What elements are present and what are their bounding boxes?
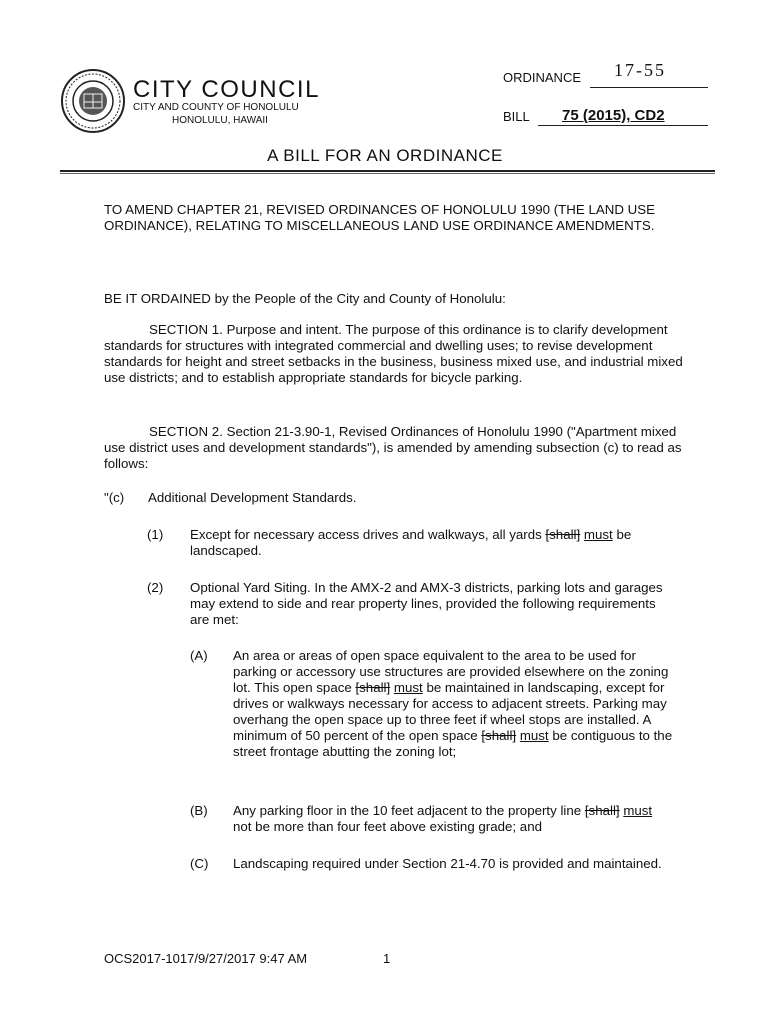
ordinance-number: 17-55 xyxy=(614,60,666,80)
item-c-mark: (C) xyxy=(190,856,209,871)
item-1-text xyxy=(190,527,674,559)
ordinance-line xyxy=(590,87,708,88)
item-2-mark: (2) xyxy=(147,580,164,595)
item-c-text: Landscaping required under Section 21-4.70 is provided and maintained. xyxy=(233,856,662,871)
item-a-text-b: be maintained in landscaping, except for drives or walkways necessary for access to adjacent streets. Parking may overhang the open space up to three feet if wheel stops are installed. A minimum of 50 percent of the open space xyxy=(233,680,667,743)
enacting-clause: BE IT ORDAINED by the People of the City and County of Honolulu: xyxy=(104,291,506,306)
item-b-text-a: Any parking floor in the 10 feet adjacent to the property line xyxy=(233,803,585,818)
item-2-text: Optional Yard Siting. In the AMX-2 and AMX-3 districts, parking lots and garages may extend to side and rear property lines, provided the following requirements are met: xyxy=(190,580,663,627)
item-b-text xyxy=(233,803,674,835)
item-1-inserted: must xyxy=(583,527,613,542)
section-2: SECTION 2. Section 21-3.90-1, Revised Ordinances of Honolulu 1990 ("Apartment mixed use district uses and development standards"), is amended by amending subsection (c) to read as follows: xyxy=(104,424,682,471)
item-1-text-a: Except for necessary access drives and walkways, all yards xyxy=(190,527,546,542)
item-1-mark: (1) xyxy=(147,527,164,542)
header-divider-thin xyxy=(60,173,715,174)
footer-reference: OCS2017-1017/9/27/2017 9:47 AM xyxy=(104,951,308,966)
subsection-heading: Additional Development Standards. xyxy=(148,490,357,505)
item-b-mark: (B) xyxy=(190,803,208,818)
item-a-deleted-2: [shall] xyxy=(481,728,517,743)
item-b-deleted: [shall] xyxy=(584,803,620,818)
item-b-inserted: must xyxy=(623,803,653,818)
bill-label: BILL xyxy=(503,109,530,124)
item-a-text-a: An area or areas of open space equivalent to the area to be used for parking or accessory use structures are provided elsewhere on the zoning lot. This open space xyxy=(233,648,669,695)
ordinance-label: ORDINANCE xyxy=(503,70,582,85)
council-subtitle-location: HONOLULU, HAWAII xyxy=(172,115,268,126)
bill-caption: TO AMEND CHAPTER 21, REVISED ORDINANCES OF HONOLULU 1990 (THE LAND USE ORDINANCE), RELATING TO MISCELLANEOUS LAND USE ORDINANCE AMENDMENTS. xyxy=(104,202,655,233)
council-title: CITY COUNCIL xyxy=(133,76,320,103)
item-1-text-b: be landscaped. xyxy=(190,527,632,558)
item-a-text-c: be contiguous to the street frontage abutting the zoning lot; xyxy=(233,728,673,759)
bill-line xyxy=(538,125,708,126)
bill-number: 75 (2015), CD2 xyxy=(562,107,665,124)
item-a-deleted-1: [shall] xyxy=(355,680,391,695)
item-a-inserted-2: must xyxy=(519,728,549,743)
document-title: A BILL FOR AN ORDINANCE xyxy=(267,146,503,165)
section-1: SECTION 1. Purpose and intent. The purpose of this ordinance is to clarify development standards for structures with integrated commercial and dwelling uses; to revise development standards for height and street setbacks in the business, business mixed use, and industrial mixed use districts; and to establish appropriate standards for bicycle parking. xyxy=(104,322,683,385)
city-seal-icon xyxy=(60,68,126,134)
council-subtitle-county: CITY AND COUNTY OF HONOLULU xyxy=(133,102,299,113)
item-b-text-b: not be more than four feet above existing grade; and xyxy=(233,819,542,834)
header-divider xyxy=(60,170,715,172)
item-a-mark: (A) xyxy=(190,648,208,663)
item-a-text xyxy=(233,648,674,760)
page-number: 1 xyxy=(383,951,391,966)
subsection-mark: "(c) xyxy=(104,490,125,505)
item-a-inserted-1: must xyxy=(393,680,423,695)
item-1-deleted: [shall] xyxy=(545,527,581,542)
